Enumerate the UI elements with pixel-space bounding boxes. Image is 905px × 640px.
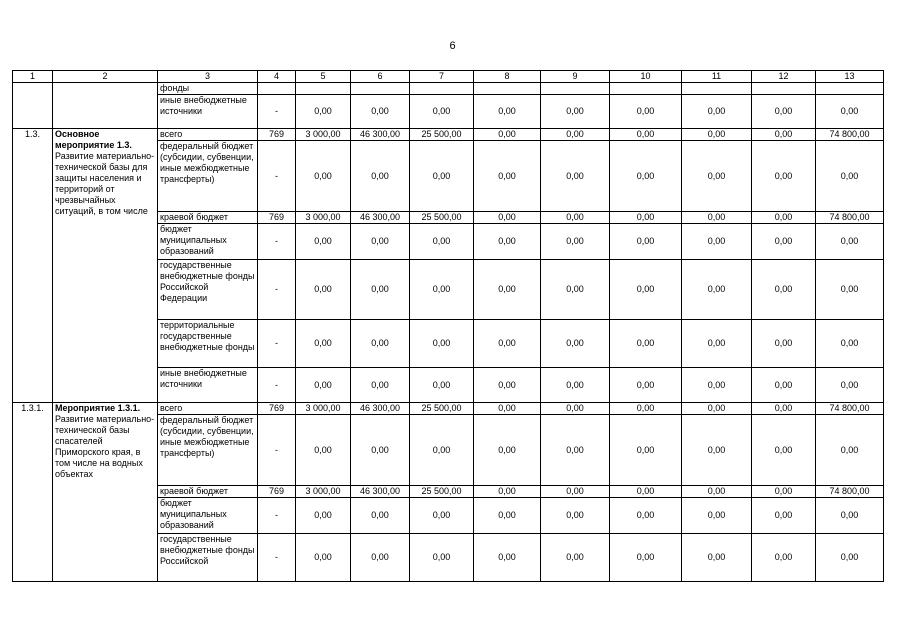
value-cell: 0,00 [682, 486, 752, 498]
value-cell: 0,00 [541, 95, 610, 129]
value-cell: 0,00 [682, 129, 752, 141]
value-cell: 0,00 [610, 498, 682, 534]
empty-cell [541, 83, 610, 95]
empty-cell [258, 83, 296, 95]
empty-cell [610, 83, 682, 95]
value-cell: 0,00 [410, 260, 474, 320]
header-cell: 5 [296, 71, 351, 83]
value-cell: 25 500,00 [410, 212, 474, 224]
header-cell: 4 [258, 71, 296, 83]
value-cell: 0,00 [351, 415, 410, 486]
value-cell: 0,00 [351, 224, 410, 260]
value-cell: 46 300,00 [351, 129, 410, 141]
value-cell: 0,00 [410, 320, 474, 368]
source-label-cell: бюджет муниципальных образований [158, 224, 258, 260]
value-cell: 0,00 [752, 320, 816, 368]
value-cell: 0,00 [410, 534, 474, 582]
value-cell: 0,00 [816, 534, 884, 582]
value-cell: 46 300,00 [351, 403, 410, 415]
value-cell: 0,00 [296, 95, 351, 129]
value-cell: 0,00 [610, 212, 682, 224]
item-title-bold: Мероприятие 1.3.1. [55, 403, 141, 413]
code-cell: - [258, 534, 296, 582]
code-cell: - [258, 224, 296, 260]
item-title-text: Развитие материально-технической базы для защиты населения и территорий от чрезвычайных ситуаций, в том числе [55, 151, 155, 216]
value-cell: 0,00 [541, 498, 610, 534]
value-cell: 0,00 [752, 368, 816, 403]
value-cell: 0,00 [410, 141, 474, 212]
value-cell: 0,00 [682, 224, 752, 260]
item-title-cell [53, 403, 158, 582]
header-row [13, 71, 884, 83]
value-cell: 0,00 [610, 415, 682, 486]
item-number-cell: 1.3. [13, 129, 53, 403]
value-cell: 0,00 [752, 212, 816, 224]
value-cell: 0,00 [541, 260, 610, 320]
value-cell: 0,00 [816, 368, 884, 403]
value-cell: 0,00 [682, 212, 752, 224]
value-cell: 0,00 [610, 320, 682, 368]
value-cell: 0,00 [816, 498, 884, 534]
header-cell: 9 [541, 71, 610, 83]
header-cell: 7 [410, 71, 474, 83]
budget-table [12, 70, 884, 582]
value-cell: 0,00 [474, 498, 541, 534]
header-cell: 10 [610, 71, 682, 83]
value-cell: 25 500,00 [410, 403, 474, 415]
value-cell: 0,00 [474, 415, 541, 486]
value-cell: 25 500,00 [410, 129, 474, 141]
value-cell: 0,00 [816, 320, 884, 368]
value-cell: 0,00 [541, 403, 610, 415]
value-cell: 0,00 [610, 224, 682, 260]
value-cell: 0,00 [296, 260, 351, 320]
empty-cell [410, 83, 474, 95]
empty-cell [296, 83, 351, 95]
header-cell: 6 [351, 71, 410, 83]
header-cell: 11 [682, 71, 752, 83]
value-cell: 0,00 [474, 534, 541, 582]
value-cell: 74 800,00 [816, 403, 884, 415]
value-cell: 0,00 [682, 95, 752, 129]
code-cell: - [258, 95, 296, 129]
value-cell: 0,00 [351, 368, 410, 403]
value-cell: 74 800,00 [816, 486, 884, 498]
value-cell: 0,00 [474, 224, 541, 260]
code-cell: - [258, 320, 296, 368]
value-cell: 0,00 [296, 415, 351, 486]
value-cell: 0,00 [610, 129, 682, 141]
value-cell: 0,00 [610, 486, 682, 498]
value-cell: 0,00 [296, 320, 351, 368]
code-cell: 769 [258, 486, 296, 498]
empty-cell [351, 83, 410, 95]
value-cell: 0,00 [410, 224, 474, 260]
value-cell: 0,00 [541, 141, 610, 212]
value-cell: 3 000,00 [296, 212, 351, 224]
header-cell: 8 [474, 71, 541, 83]
empty-cell [752, 83, 816, 95]
empty-cell [474, 83, 541, 95]
value-cell: 0,00 [410, 95, 474, 129]
value-cell: 0,00 [541, 415, 610, 486]
value-cell: 0,00 [816, 95, 884, 129]
number-cell [13, 83, 53, 129]
source-label-cell: фонды [158, 83, 258, 95]
code-cell: 769 [258, 403, 296, 415]
value-cell: 0,00 [752, 403, 816, 415]
value-cell: 0,00 [610, 368, 682, 403]
value-cell: 0,00 [541, 486, 610, 498]
value-cell: 0,00 [351, 320, 410, 368]
value-cell: 0,00 [474, 320, 541, 368]
value-cell: 0,00 [541, 129, 610, 141]
value-cell: 0,00 [752, 129, 816, 141]
item-title-text: Развитие материально-технической базы спасателей Приморского края, в том числе на водных объектах [55, 414, 155, 479]
source-label-cell: всего [158, 129, 258, 141]
value-cell: 0,00 [474, 212, 541, 224]
header-cell: 2 [53, 71, 158, 83]
value-cell: 0,00 [816, 224, 884, 260]
value-cell: 0,00 [752, 534, 816, 582]
value-cell: 0,00 [682, 403, 752, 415]
source-label-cell: краевой бюджет [158, 486, 258, 498]
value-cell: 0,00 [752, 498, 816, 534]
value-cell: 0,00 [816, 260, 884, 320]
value-cell: 0,00 [610, 534, 682, 582]
value-cell: 0,00 [351, 260, 410, 320]
value-cell: 0,00 [474, 129, 541, 141]
value-cell: 0,00 [682, 415, 752, 486]
value-cell: 0,00 [610, 95, 682, 129]
value-cell: 25 500,00 [410, 486, 474, 498]
value-cell: 0,00 [541, 534, 610, 582]
item-title-bold: Основное мероприятие 1.3. [55, 129, 132, 150]
value-cell: 0,00 [351, 534, 410, 582]
value-cell: 0,00 [474, 368, 541, 403]
value-cell: 74 800,00 [816, 212, 884, 224]
empty-cell [816, 83, 884, 95]
value-cell: 0,00 [752, 415, 816, 486]
value-cell: 0,00 [682, 498, 752, 534]
value-cell: 0,00 [610, 403, 682, 415]
value-cell: 74 800,00 [816, 129, 884, 141]
value-cell: 0,00 [816, 415, 884, 486]
source-label-cell: иные внебюджетные источники [158, 95, 258, 129]
source-label-cell: государственные внебюджетные фонды Российской [158, 534, 258, 582]
value-cell: 0,00 [296, 141, 351, 212]
value-cell: 46 300,00 [351, 486, 410, 498]
value-cell: 0,00 [474, 141, 541, 212]
value-cell: 0,00 [752, 486, 816, 498]
value-cell: 0,00 [610, 260, 682, 320]
source-label-cell: краевой бюджет [158, 212, 258, 224]
value-cell: 3 000,00 [296, 129, 351, 141]
source-label-cell: бюджет муниципальных образований [158, 498, 258, 534]
header-cell: 13 [816, 71, 884, 83]
code-cell: - [258, 368, 296, 403]
code-cell: - [258, 141, 296, 212]
table-row [13, 129, 884, 141]
code-cell: 769 [258, 129, 296, 141]
value-cell: 3 000,00 [296, 486, 351, 498]
value-cell: 0,00 [682, 368, 752, 403]
source-label-cell: всего [158, 403, 258, 415]
value-cell: 0,00 [541, 368, 610, 403]
value-cell: 0,00 [410, 368, 474, 403]
value-cell: 0,00 [474, 95, 541, 129]
value-cell: 0,00 [541, 320, 610, 368]
value-cell: 0,00 [474, 486, 541, 498]
value-cell: 0,00 [682, 534, 752, 582]
header-cell: 3 [158, 71, 258, 83]
empty-cell [682, 83, 752, 95]
header-cell: 12 [752, 71, 816, 83]
value-cell: 46 300,00 [351, 212, 410, 224]
value-cell: 0,00 [816, 141, 884, 212]
value-cell: 0,00 [752, 224, 816, 260]
value-cell: 0,00 [682, 320, 752, 368]
value-cell: 0,00 [610, 141, 682, 212]
value-cell: 0,00 [351, 498, 410, 534]
value-cell: 0,00 [752, 141, 816, 212]
code-cell: - [258, 260, 296, 320]
source-label-cell: территориальные государственные внебюджетные фонды [158, 320, 258, 368]
value-cell: 0,00 [474, 403, 541, 415]
value-cell: 0,00 [752, 260, 816, 320]
code-cell: - [258, 415, 296, 486]
value-cell: 0,00 [296, 368, 351, 403]
table-row [13, 403, 884, 415]
source-label-cell: федеральный бюджет (субсидии, субвенции, иные межбюджетные трансферты) [158, 415, 258, 486]
value-cell: 0,00 [296, 498, 351, 534]
item-title-cell [53, 129, 158, 403]
value-cell: 3 000,00 [296, 403, 351, 415]
value-cell: 0,00 [474, 260, 541, 320]
value-cell: 0,00 [410, 498, 474, 534]
value-cell: 0,00 [296, 224, 351, 260]
value-cell: 0,00 [351, 141, 410, 212]
value-cell: 0,00 [752, 95, 816, 129]
value-cell: 0,00 [682, 141, 752, 212]
value-cell: 0,00 [541, 212, 610, 224]
title-cell [53, 83, 158, 129]
source-label-cell: государственные внебюджетные фонды Российской Федерации [158, 260, 258, 320]
source-label-cell: федеральный бюджет (субсидии, субвенции, иные межбюджетные трансферты) [158, 141, 258, 212]
value-cell: 0,00 [296, 534, 351, 582]
header-cell: 1 [13, 71, 53, 83]
page-number: 6 [449, 40, 456, 52]
code-cell: - [258, 498, 296, 534]
value-cell: 0,00 [410, 415, 474, 486]
item-number-cell: 1.3.1. [13, 403, 53, 582]
value-cell: 0,00 [351, 95, 410, 129]
code-cell: 769 [258, 212, 296, 224]
source-label-cell: иные внебюджетные источники [158, 368, 258, 403]
value-cell: 0,00 [541, 224, 610, 260]
table-row [13, 83, 884, 95]
value-cell: 0,00 [682, 260, 752, 320]
